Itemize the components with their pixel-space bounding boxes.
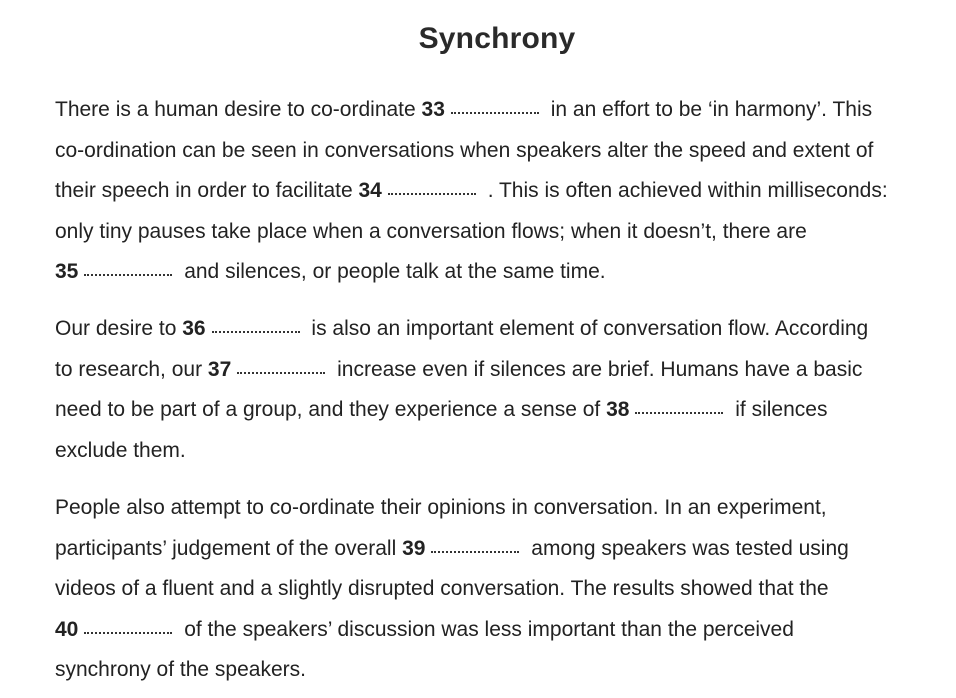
text-segment: People also attempt to co-ordinate their opinions in conversation. In an experiment,: [55, 496, 827, 519]
question-number-34: 34: [358, 179, 382, 203]
text-line: [55, 569, 945, 610]
text-segment: co-ordination can be seen in conversations when speakers alter the speed and extent of: [55, 138, 874, 162]
paragraph-2: [55, 309, 945, 471]
text-line: [55, 610, 945, 651]
text-segment: among speakers was tested using: [525, 536, 849, 560]
text-segment: Our desire to: [55, 317, 183, 340]
text-segment: is also an important element of conversation flow. According: [305, 317, 869, 340]
text-segment: videos of a fluent and a slightly disrupted conversation. The results showed that the: [55, 577, 829, 601]
text-segment: need to be part of a group, and they experience a sense of: [55, 398, 607, 422]
text-segment: and silences, or people talk at the same time.: [178, 260, 606, 284]
text-line: [55, 90, 945, 131]
text-line: [55, 309, 945, 350]
text-line: [55, 390, 945, 431]
text-line: [55, 431, 945, 472]
question-number-37: 37: [207, 357, 232, 381]
answer-blank-40[interactable]: [84, 622, 172, 634]
answer-blank-37[interactable]: [237, 362, 325, 374]
text-line: [55, 529, 945, 570]
text-segment: . This is often achieved within milliseconds:: [481, 179, 888, 203]
text-segment: their speech in order to facilitate: [55, 179, 359, 203]
text-line: [55, 252, 945, 293]
answer-blank-36[interactable]: [212, 321, 300, 333]
text-line: [55, 171, 945, 212]
answer-blank-33[interactable]: [451, 102, 539, 114]
text-segment: if silences: [729, 398, 828, 422]
text-line: [55, 350, 945, 391]
answer-blank-35[interactable]: [84, 264, 172, 276]
text-segment: exclude them.: [55, 438, 186, 462]
answer-blank-39[interactable]: [431, 541, 519, 553]
text-line: [55, 488, 945, 529]
question-number-40: 40: [55, 617, 79, 641]
answer-blank-38[interactable]: [635, 402, 723, 414]
question-number-36: 36: [182, 317, 206, 340]
text-segment: of the speakers’ discussion was less important than the perceived: [178, 617, 794, 641]
text-segment: participants’ judgement of the overall: [55, 536, 403, 560]
text-segment: in an effort to be ‘in harmony’. This: [544, 98, 873, 121]
question-number-35: 35: [55, 260, 79, 284]
question-number-39: 39: [402, 536, 426, 560]
question-number-38: 38: [606, 398, 630, 422]
page-title: Synchrony: [418, 22, 576, 55]
text-segment: only tiny pauses take place when a conversation flows; when it doesn’t, there are: [55, 219, 807, 243]
text-segment: synchrony of the speakers.: [55, 658, 306, 682]
answer-blank-34[interactable]: [388, 183, 476, 195]
paragraph-1: [55, 90, 945, 293]
question-number-33: 33: [421, 98, 445, 121]
paragraph-3: [55, 488, 945, 691]
text-segment: to research, our: [55, 357, 208, 381]
text-line: [55, 650, 945, 691]
text-segment: There is a human desire to co-ordinate: [55, 98, 422, 121]
text-line: [55, 212, 945, 253]
text-segment: increase even if silences are brief. Humans have a basic: [331, 357, 863, 381]
text-line: [55, 131, 945, 172]
